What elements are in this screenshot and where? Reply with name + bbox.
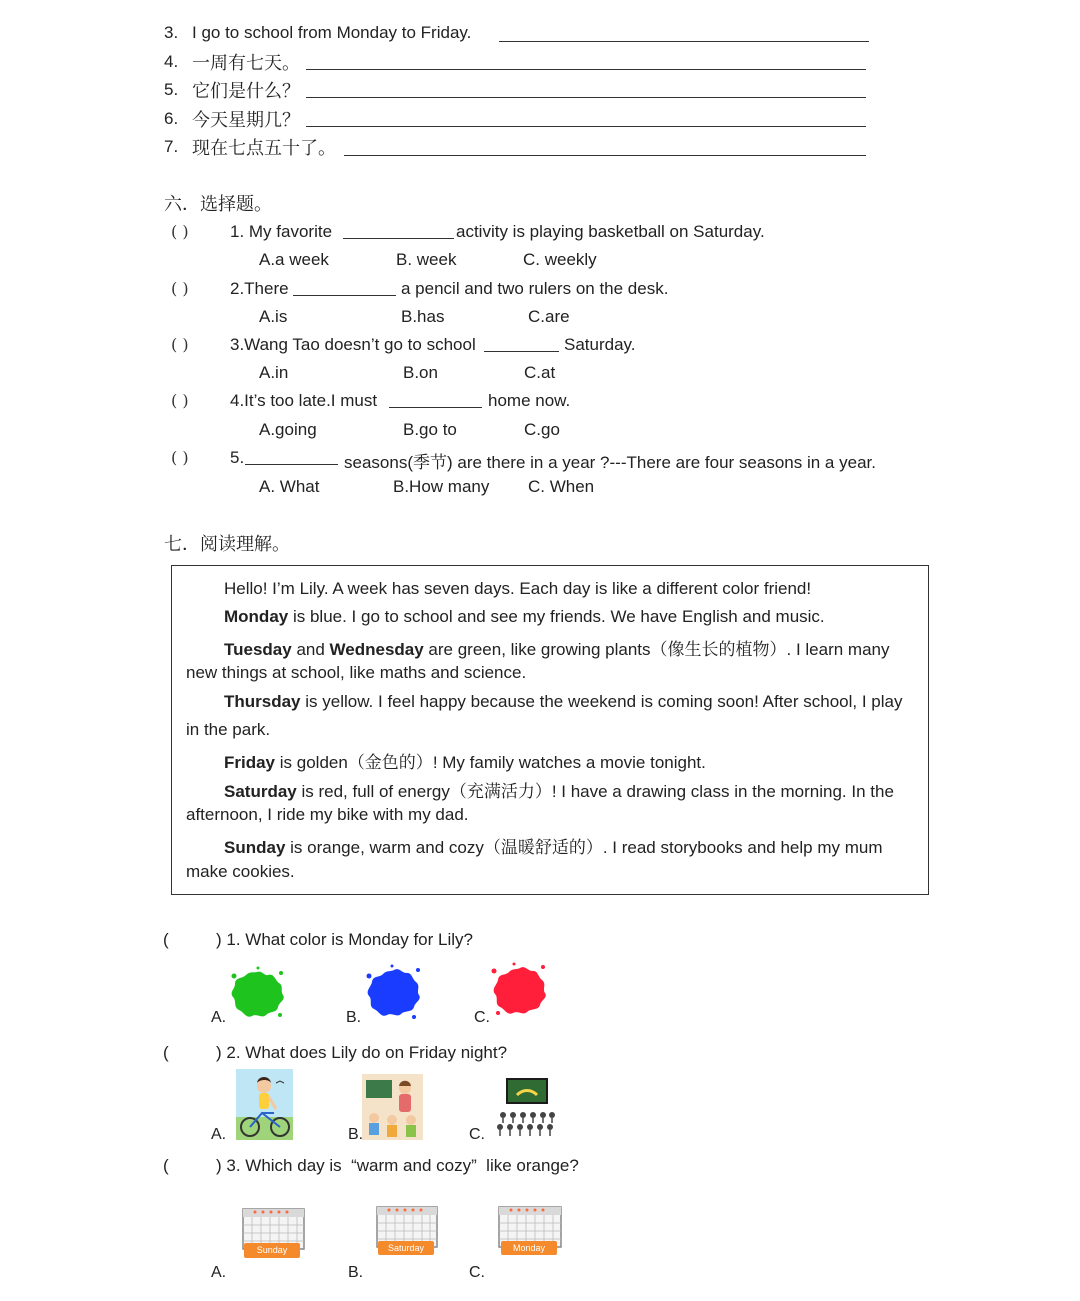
option-c[interactable]: C.go	[524, 420, 560, 439]
girl-riding-bike-image[interactable]	[236, 1069, 293, 1140]
answer-paren[interactable]: ( )	[171, 335, 189, 354]
section-title: 七．阅读理解。	[164, 534, 290, 555]
calendar-label: Saturday	[378, 1241, 434, 1255]
answer-paren[interactable]: (	[163, 930, 169, 949]
option-letter-c[interactable]: C.	[469, 1264, 485, 1281]
blank-line[interactable]	[293, 295, 396, 296]
option-letter-b[interactable]: B.	[348, 1264, 364, 1281]
answer-line[interactable]	[306, 69, 866, 70]
question-text: 2.There	[230, 279, 289, 298]
blank-line[interactable]	[245, 464, 338, 465]
green-paint-splash-image[interactable]	[228, 966, 286, 1020]
item-number: 6.	[164, 109, 179, 128]
section-title: 六．选择题。	[164, 194, 272, 215]
option-b[interactable]: B.go to	[403, 420, 457, 439]
calendar-monday-image[interactable]	[497, 1205, 563, 1258]
classroom-teacher-image[interactable]	[362, 1074, 423, 1140]
answer-paren[interactable]: (	[163, 1156, 169, 1175]
passage-line: in the park.	[186, 720, 271, 739]
question-text: 3.Wang Tao doesn’t go to school	[230, 335, 476, 354]
red-paint-splash-image[interactable]	[490, 962, 548, 1018]
passage-line: new things at school, like maths and science.	[186, 663, 527, 682]
sentence-text: 一周有七天。	[192, 53, 300, 74]
blank-line[interactable]	[343, 238, 454, 239]
option-letter-a[interactable]: A.	[211, 1126, 227, 1143]
sentence-text: I go to school from Monday to Friday.	[192, 23, 472, 42]
option-letter-c[interactable]: C.	[474, 1009, 490, 1026]
passage-line: Tuesday and Wednesday are green, like growing plants（像生长的植物）. I learn many	[224, 640, 890, 660]
option-b[interactable]: B.has	[401, 307, 445, 326]
question-text: Saturday.	[564, 335, 636, 354]
blank-line[interactable]	[484, 351, 559, 352]
sentence-text: 今天星期几？	[192, 110, 300, 131]
item-number: 5.	[164, 80, 179, 99]
passage-line: afternoon, I ride my bike with my dad.	[186, 805, 469, 824]
calendar-saturday-image[interactable]	[375, 1205, 439, 1258]
question-text: 4.It’s too late.I must	[230, 391, 378, 410]
answer-line[interactable]	[499, 41, 869, 42]
option-letter-a[interactable]: A.	[211, 1009, 227, 1026]
question-text: ) 2. What does Lily do on Friday night?	[216, 1043, 508, 1062]
passage-line: Monday is blue. I go to school and see my friends. We have English and music.	[224, 607, 825, 626]
answer-paren[interactable]: (	[163, 1043, 169, 1062]
blue-paint-splash-image[interactable]	[364, 964, 422, 1020]
answer-line[interactable]	[306, 97, 866, 98]
question-text: home now.	[488, 391, 571, 410]
cinema-audience-image[interactable]	[495, 1077, 557, 1139]
option-b[interactable]: B. week	[396, 250, 457, 269]
calendar-label: Monday	[501, 1241, 557, 1255]
option-letter-b[interactable]: B.	[348, 1126, 364, 1143]
item-number: 3.	[164, 23, 179, 42]
question-text: 5.	[230, 448, 245, 467]
calendar-sunday-image[interactable]	[241, 1207, 306, 1260]
question-text: ) 1. What color is Monday for Lily?	[216, 930, 473, 949]
question-text: ) 3. Which day is “warm and cozy” like orange?	[216, 1156, 579, 1175]
option-b[interactable]: B.How many	[393, 477, 490, 496]
option-b[interactable]: B.on	[403, 363, 438, 382]
sentence-text: 现在七点五十了。	[192, 138, 336, 159]
sentence-text: 它们是什么？	[192, 81, 300, 102]
option-letter-a[interactable]: A.	[211, 1264, 227, 1281]
passage-line: Sunday is orange, warm and cozy（温暖舒适的）. I read storybooks and help my mum	[224, 838, 883, 858]
option-letter-c[interactable]: C.	[469, 1126, 485, 1143]
question-text: seasons(季节) are there in a year ?---There are four seasons in a year.	[344, 453, 876, 472]
option-a[interactable]: A.a week	[259, 250, 329, 269]
passage-line: Friday is golden（金色的）! My family watches a movie tonight.	[224, 753, 706, 773]
option-c[interactable]: C.are	[528, 307, 570, 326]
option-a[interactable]: A.is	[259, 307, 288, 326]
option-a[interactable]: A.in	[259, 363, 289, 382]
passage-line: make cookies.	[186, 862, 295, 881]
answer-paren[interactable]: ( )	[171, 279, 189, 298]
blank-line[interactable]	[389, 407, 482, 408]
question-text: activity is playing basketball on Saturday.	[456, 222, 765, 241]
answer-paren[interactable]: ( )	[171, 391, 189, 410]
option-c[interactable]: C. When	[528, 477, 595, 496]
item-number: 4.	[164, 52, 179, 71]
answer-paren[interactable]: ( )	[171, 448, 189, 467]
calendar-label: Sunday	[244, 1243, 300, 1258]
option-c[interactable]: C. weekly	[523, 250, 597, 269]
question-text: a pencil and two rulers on the desk.	[401, 279, 669, 298]
option-c[interactable]: C.at	[524, 363, 556, 382]
answer-line[interactable]	[344, 155, 866, 156]
answer-paren[interactable]: ( )	[171, 222, 189, 241]
passage-line: Hello! I’m Lily. A week has seven days. Each day is like a different color friend!	[224, 579, 812, 598]
passage-line: Thursday is yellow. I feel happy because the weekend is coming soon! After school, I play	[224, 692, 903, 711]
question-text: 1. My favorite	[230, 222, 333, 241]
answer-line[interactable]	[306, 126, 866, 127]
reading-passage	[171, 565, 929, 895]
option-letter-b[interactable]: B.	[346, 1009, 362, 1026]
passage-line: Saturday is red, full of energy（充满活力）! I have a drawing class in the morning. In the	[224, 782, 894, 802]
item-number: 7.	[164, 137, 179, 156]
option-a[interactable]: A. What	[259, 477, 320, 496]
option-a[interactable]: A.going	[259, 420, 317, 439]
